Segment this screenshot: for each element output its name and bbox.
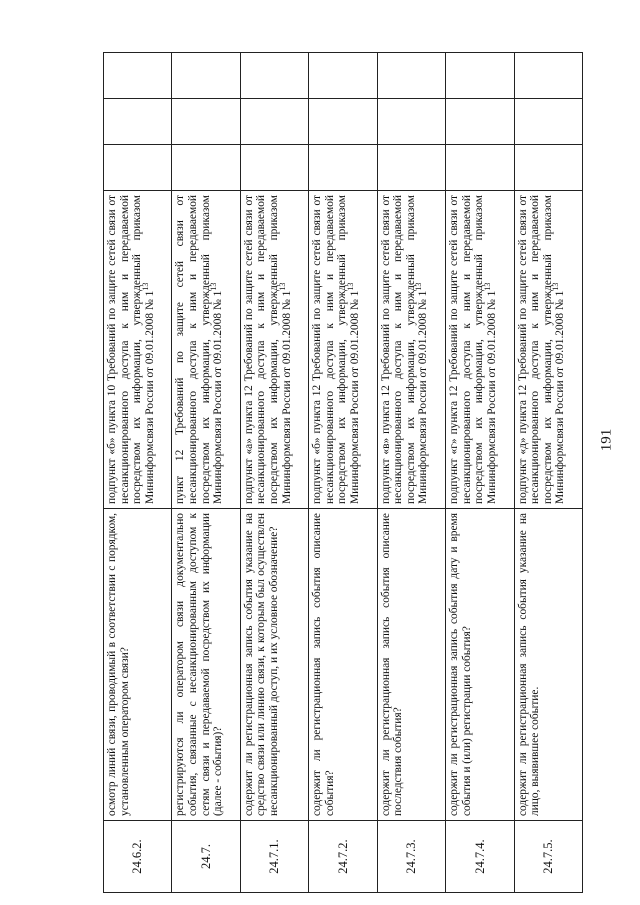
question-cell: содержит ли регистрационная запись события указание на лицо, выявившее событие. bbox=[514, 509, 582, 821]
answer-no-cell bbox=[104, 99, 172, 145]
answer-yes-cell bbox=[514, 145, 582, 191]
answer-yes-cell bbox=[309, 145, 377, 191]
item-number: 24.6.2. bbox=[104, 821, 172, 893]
question-cell: регистрируются ли оператором связи документально события, связанные с несанкционированным доступом к сетям связи и передаваемой посредством их информации (далее - события)? bbox=[172, 509, 240, 821]
answer-yes-cell bbox=[377, 145, 445, 191]
reference-text: подпункт «в» пункта 12 Требований по защите сетей связи от несанкционированного доступа к ним и передаваемой посредством их информации, утвержденный приказом Мининформсвязи России от 09.01.2008 № 1 bbox=[379, 195, 430, 504]
reference-cell bbox=[514, 191, 582, 509]
rotated-table-wrapper bbox=[103, 53, 583, 893]
reference-text: пункт 12 Требований по защите сетей связи от несанкционированного доступа к ним и передаваемой посредством их информации, утвержденный приказом Мининформсвязи России от 09.01.2008 № 1 bbox=[174, 195, 225, 504]
footnote-mark: 13 bbox=[277, 282, 287, 291]
table-row bbox=[172, 53, 240, 893]
answer-yes-cell bbox=[172, 145, 240, 191]
question-cell: содержит ли регистрационная запись события описание события? bbox=[309, 509, 377, 821]
answer-na-cell bbox=[104, 53, 172, 99]
table-row bbox=[377, 53, 445, 893]
answer-yes-cell bbox=[104, 145, 172, 191]
answer-no-cell bbox=[172, 99, 240, 145]
item-number: 24.7.1. bbox=[240, 821, 308, 893]
question-cell: осмотр линий связи, проводимый в соответствии с порядком, установленным оператором связи? bbox=[104, 509, 172, 821]
reference-cell bbox=[240, 191, 308, 509]
footnote-mark: 13 bbox=[483, 282, 493, 291]
footnote-mark: 13 bbox=[414, 282, 424, 291]
answer-no-cell bbox=[514, 99, 582, 145]
answer-na-cell bbox=[240, 53, 308, 99]
page-number: 191 bbox=[598, 428, 615, 452]
item-number: 24.7.4. bbox=[446, 821, 514, 893]
item-number: 24.7.3. bbox=[377, 821, 445, 893]
table-row bbox=[446, 53, 514, 893]
table-row bbox=[104, 53, 172, 893]
question-cell: содержит ли регистрационная запись события указание на средство связи или линию связи, к которым был осуществлен несанкционированный доступ, и их условное обозначение? bbox=[240, 509, 308, 821]
footnote-mark: 13 bbox=[346, 282, 356, 291]
answer-no-cell bbox=[377, 99, 445, 145]
reference-cell bbox=[446, 191, 514, 509]
reference-cell bbox=[172, 191, 240, 509]
reference-text: подпункт «б» пункта 10 Требований по защите сетей связи от несанкционированного доступа к ним и передаваемой посредством их информации, утвержденный приказом Мининформсвязи России от 09.01.2008 № 1 bbox=[106, 195, 156, 504]
footnote-mark: 13 bbox=[209, 282, 219, 291]
table-row bbox=[309, 53, 377, 893]
answer-na-cell bbox=[446, 53, 514, 99]
checklist-table bbox=[103, 52, 583, 893]
footnote-mark: 13 bbox=[551, 282, 561, 291]
reference-text: подпункт «б» пункта 12 Требований по защите сетей связи от несанкционированного доступа к ним и передаваемой посредством их информации, утвержденный приказом Мининформсвязи России от 09.01.2008 № 1 bbox=[311, 195, 362, 504]
table-row bbox=[514, 53, 582, 893]
footnote-mark: 13 bbox=[140, 282, 150, 291]
question-cell: содержит ли регистрационная запись события описание последствия события? bbox=[377, 509, 445, 821]
answer-no-cell bbox=[240, 99, 308, 145]
answer-na-cell bbox=[172, 53, 240, 99]
reference-text: подпункт «а» пункта 12 Требований по защите сетей связи от несанкционированного доступа к ним и передаваемой посредством их информации, утвержденный приказом Мининформсвязи России от 09.01.2008 № 1 bbox=[242, 195, 293, 504]
answer-no-cell bbox=[309, 99, 377, 145]
reference-cell bbox=[104, 191, 172, 509]
answer-yes-cell bbox=[446, 145, 514, 191]
answer-na-cell bbox=[514, 53, 582, 99]
answer-yes-cell bbox=[240, 145, 308, 191]
question-cell: содержит ли регистрационная запись события дату и время события и (или) регистрации события? bbox=[446, 509, 514, 821]
reference-cell bbox=[309, 191, 377, 509]
table-body bbox=[104, 53, 583, 893]
answer-no-cell bbox=[446, 99, 514, 145]
reference-cell bbox=[377, 191, 445, 509]
item-number: 24.7.2. bbox=[309, 821, 377, 893]
answer-na-cell bbox=[309, 53, 377, 99]
reference-text: подпункт «г» пункта 12 Требований по защите сетей связи от несанкционированного доступа к ним и передаваемой посредством их информации, утвержденный приказом Мининформсвязи России от 09.01.2008 № 1 bbox=[448, 195, 498, 504]
answer-na-cell bbox=[377, 53, 445, 99]
item-number: 24.7. bbox=[172, 821, 240, 893]
table-row bbox=[240, 53, 308, 893]
item-number: 24.7.5. bbox=[514, 821, 582, 893]
reference-text: подпункт «д» пункта 12 Требований по защите сетей связи от несанкционированного доступа к ним и передаваемой посредством их информации, утвержденный приказом Мининформсвязи России от 09.01.2008 № 1 bbox=[516, 195, 567, 504]
